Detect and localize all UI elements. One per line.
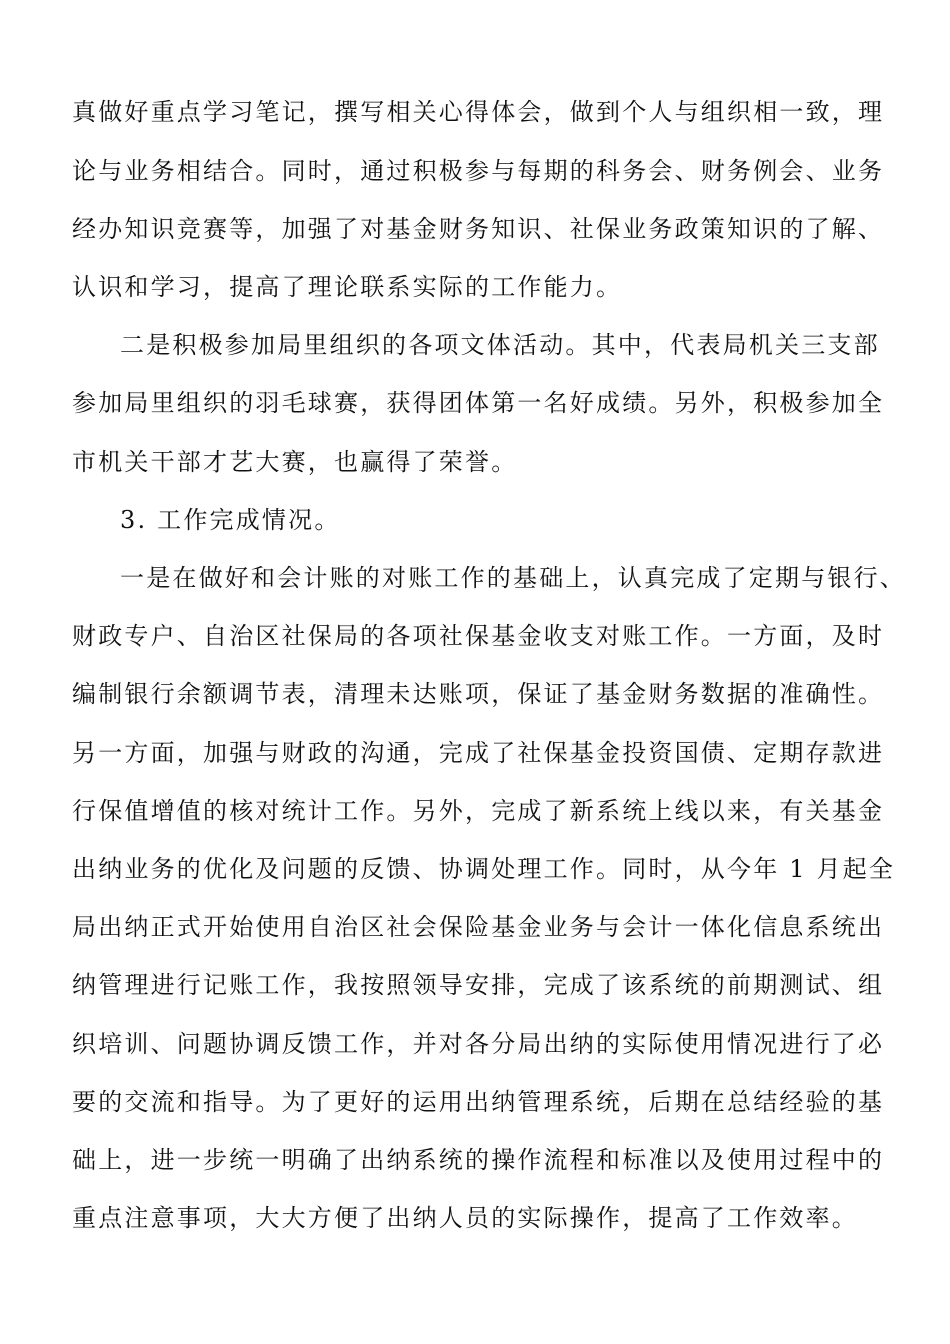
paragraph-line: 要的交流和指导。为了更好的运用出纳管理系统，后期在总结经验的基 <box>72 1088 885 1116</box>
paragraph-line: 参加局里组织的羽毛球赛，获得团体第一名好成绩。另外，积极参加全 <box>72 389 885 417</box>
paragraph-line: 另一方面，加强与财政的沟通，完成了社保基金投资国债、定期存款进 <box>72 739 885 767</box>
paragraph-line: 础上，进一步统一明确了出纳系统的操作流程和标准以及使用过程中的 <box>72 1146 885 1174</box>
paragraph-line: 出纳业务的优化及问题的反馈、协调处理工作。同时，从今年 1 月起全 <box>72 855 896 883</box>
paragraph-line: 织培训、问题协调反馈工作，并对各分局出纳的实际使用情况进行了必 <box>72 1030 885 1058</box>
paragraph-line: 市机关干部才艺大赛，也赢得了荣誉。 <box>72 448 518 476</box>
paragraph-line: 编制银行余额调节表，清理未达账项，保证了基金财务数据的准确性。 <box>72 680 885 708</box>
paragraph-line: 经办知识竞赛等，加强了对基金财务知识、社保业务政策知识的了解、 <box>72 215 885 243</box>
paragraph-line: 财政专户、自治区社保局的各项社保基金收支对账工作。一方面，及时 <box>72 622 885 650</box>
section-heading: 3. 工作完成情况。 <box>120 506 341 534</box>
paragraph-line: 认识和学习，提高了理论联系实际的工作能力。 <box>72 273 623 301</box>
paragraph-line: 行保值增值的核对统计工作。另外，完成了新系统上线以来，有关基金 <box>72 797 885 825</box>
paragraph-line: 二是积极参加局里组织的各项文体活动。其中，代表局机关三支部 <box>120 331 880 359</box>
paragraph-line: 论与业务相结合。同时，通过积极参与每期的科务会、财务例会、业务 <box>72 157 885 185</box>
paragraph-line: 一是在做好和会计账的对账工作的基础上，认真完成了定期与银行、 <box>120 564 906 592</box>
paragraph-line: 重点注意事项，大大方便了出纳人员的实际操作，提高了工作效率。 <box>72 1204 858 1232</box>
paragraph-line: 真做好重点学习笔记，撰写相关心得体会，做到个人与组织相一致，理 <box>72 98 885 126</box>
paragraph-line: 纳管理进行记账工作，我按照领导安排，完成了该系统的前期测试、组 <box>72 971 885 999</box>
paragraph-line: 局出纳正式开始使用自治区社会保险基金业务与会计一体化信息系统出 <box>72 913 885 941</box>
